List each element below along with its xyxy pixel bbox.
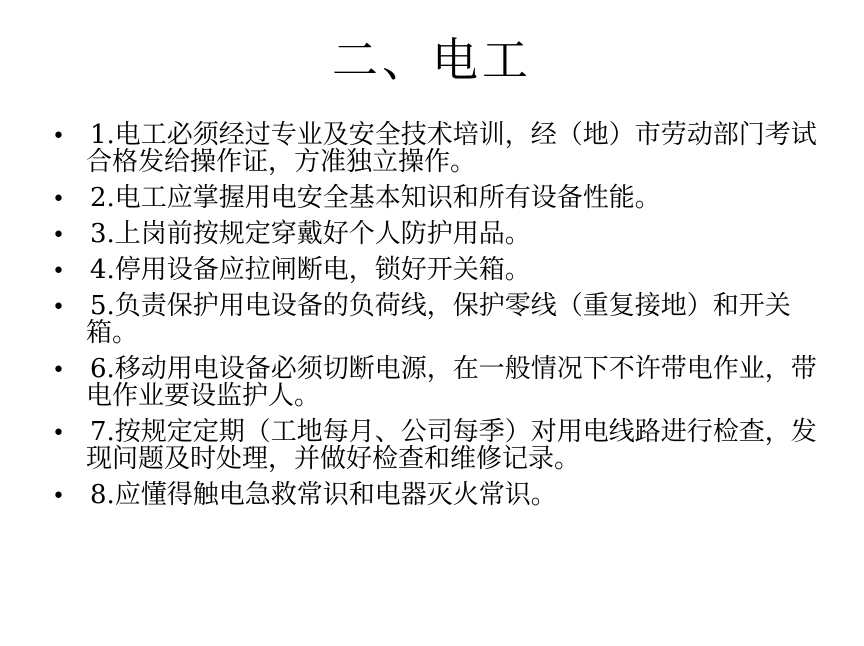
bullet-dot-icon: • bbox=[52, 223, 65, 248]
bullet-item bbox=[52, 293, 822, 347]
bullet-item bbox=[52, 221, 822, 248]
bullet-list bbox=[52, 122, 822, 518]
bullet-dot-icon: • bbox=[52, 421, 65, 446]
bullet-text: 4.停用设备应拉闸断电，锁好开关箱。 bbox=[90, 255, 531, 285]
bullet-text: 8.应懂得触电急救常识和电器灭火常识。 bbox=[90, 480, 557, 510]
bullet-dot-icon: • bbox=[52, 259, 65, 284]
bullet-item bbox=[52, 482, 822, 509]
bullet-dot-icon: • bbox=[52, 187, 65, 212]
bullet-item bbox=[52, 419, 822, 473]
bullet-item bbox=[52, 257, 822, 284]
bullet-item bbox=[52, 185, 822, 212]
bullet-dot-icon: • bbox=[52, 295, 65, 320]
bullet-text: 6.移动用电设备必须切断电源，在一般情况下不许带电作业，带电作业要设监护人。 bbox=[86, 354, 817, 411]
bullet-item bbox=[52, 356, 822, 410]
bullet-text: 1.电工必须经过专业及安全技术培训，经（地）市劳动部门考试合格发给操作证，方准独立操作。 bbox=[86, 120, 817, 177]
bullet-text: 2.电工应掌握用电安全基本知识和所有设备性能。 bbox=[90, 183, 661, 213]
bullet-dot-icon: • bbox=[52, 358, 65, 383]
bullet-dot-icon: • bbox=[52, 484, 65, 509]
bullet-item bbox=[52, 122, 822, 176]
bullet-text: 7.按规定定期（工地每月、公司每季）对用电线路进行检查，发现问题及时处理，并做好检查和维修记录。 bbox=[86, 417, 817, 474]
bullet-dot-icon: • bbox=[52, 124, 65, 149]
slide-title: 二、电工 bbox=[332, 33, 532, 87]
bullet-text: 5.负责保护用电设备的负荷线，保护零线（重复接地）和开关箱。 bbox=[86, 291, 791, 348]
bullet-text: 3.上岗前按规定穿戴好个人防护用品。 bbox=[90, 219, 531, 249]
